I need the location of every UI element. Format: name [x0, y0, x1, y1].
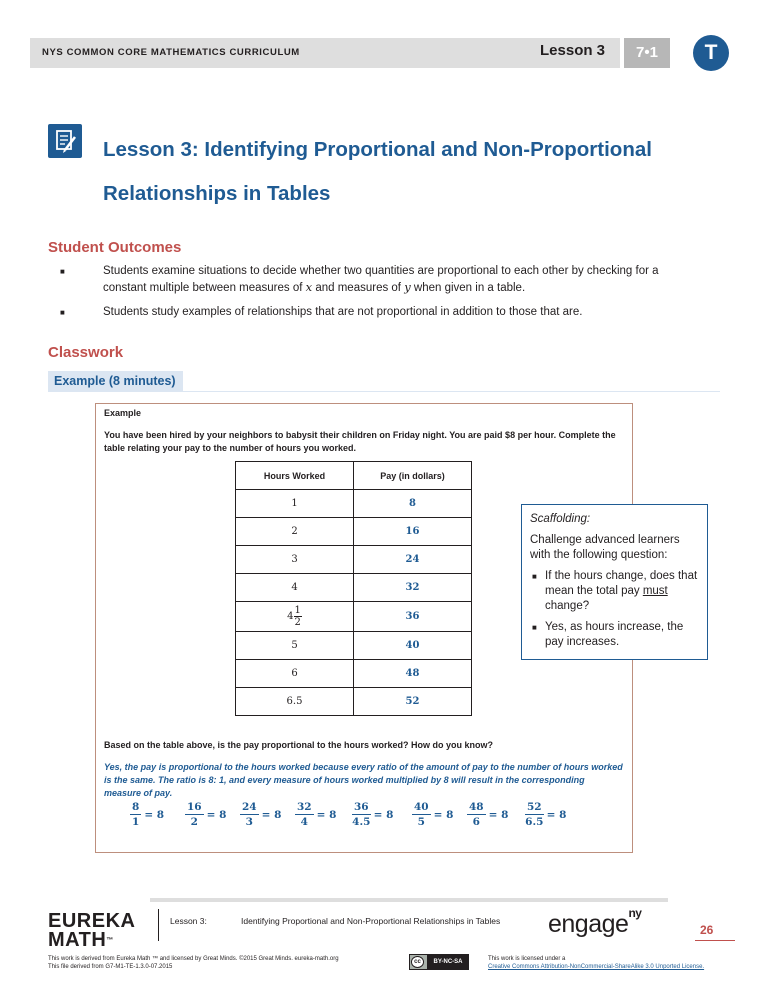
ratio-item: [412, 800, 453, 829]
ratio-result: = 8: [144, 808, 165, 821]
footer-lesson: Lesson 3:: [170, 916, 207, 926]
table-header-row: [236, 462, 472, 490]
logo-line: MATH™: [48, 929, 114, 951]
example-label: Example: [104, 408, 142, 418]
pay-table: [235, 461, 472, 716]
student-outcomes-heading: Student Outcomes: [48, 239, 182, 256]
cc-icon: cc: [411, 956, 424, 968]
question-text-end: change?: [545, 600, 590, 612]
ratio-result: = 8: [261, 808, 282, 821]
ratio-numerator: 40: [414, 801, 429, 813]
column-header: Pay (in dollars): [354, 462, 472, 490]
bullet-icon: ■: [532, 572, 537, 581]
ratio-result: = 8: [546, 808, 567, 821]
scaffolding-intro: Challenge advanced learners with the following question:: [530, 534, 680, 561]
ratio-numerator: 32: [297, 801, 312, 813]
engageny-logo: engage$^{ny}$: [548, 906, 642, 938]
answer-text: Yes, as hours increase, the pay increases.: [545, 621, 684, 648]
pay-cell: 32: [354, 574, 472, 602]
example-answer: Yes, the pay is proportional to the hours worked because every ratio of the amount of pay to the number of hours worked is the same. The ratio is 8: 1, and every measure of hours worked multiplied by 8 will result in the corresponding measure of pay.: [104, 762, 623, 798]
example-tab: Example (8 minutes): [48, 371, 183, 391]
page-number-underline: [695, 940, 735, 941]
ratio-item: [130, 800, 164, 829]
hours-cell: 4: [236, 574, 354, 602]
ratio-result: = 8: [488, 808, 509, 821]
derivation-notice: This work is derived from Eureka Math ™ and licensed by Great Minds. ©2015 Great Minds. eureka-math.org This file derived from G7-M1-TE-1.3.0-07.2015: [48, 956, 339, 970]
hours-cell: 6.5: [236, 688, 354, 716]
table-row: [236, 660, 472, 688]
fraction-numerator: 1: [294, 605, 301, 616]
example-question: Based on the table above, is the pay proportional to the hours worked? How do you know?: [104, 740, 494, 750]
ratio-denominator: 6: [472, 816, 480, 828]
ratio-denominator: 3: [245, 816, 253, 828]
table-row: [236, 602, 472, 632]
hours-cell: 3: [236, 546, 354, 574]
eureka-math-logo: [48, 912, 135, 950]
ratio-numerator: 16: [187, 801, 202, 813]
hours-cell: 6: [236, 660, 354, 688]
table-row: [236, 688, 472, 716]
ratio-numerator: 24: [242, 801, 257, 813]
table-row: [236, 518, 472, 546]
ratio-numerator: 36: [354, 801, 369, 813]
bullet-icon: ■: [532, 623, 537, 632]
lesson-title: Lesson 3: Identifying Proportional and Non-Proportional Relationships in Tables: [103, 138, 652, 205]
ratio-item: [467, 800, 508, 829]
hours-cell: 5: [236, 632, 354, 660]
ratio-item: [185, 800, 226, 829]
mixed-number-fraction: [294, 605, 302, 628]
pay-cell: 8: [354, 490, 472, 518]
hours-cell: 1: [236, 490, 354, 518]
pay-cell: 40: [354, 632, 472, 660]
question-text: If the hours change, does that mean the total pay: [545, 570, 698, 597]
ratio-item: [240, 800, 281, 829]
creative-commons-badge: [409, 954, 469, 970]
page-number: 26: [700, 923, 714, 937]
license-link[interactable]: Creative Commons Attribution-NonCommercial-ShareAlike 3.0 Unported License.: [488, 964, 705, 970]
ratio-item: [295, 800, 336, 829]
ratio-numerator: 8: [132, 801, 140, 813]
footer-divider: [150, 898, 668, 902]
bullet-icon: ■: [60, 267, 65, 276]
scaffolding-question: [530, 569, 699, 614]
hours-cell: 2: [236, 518, 354, 546]
footer-separator: [158, 909, 159, 941]
ratio-denominator: 4: [300, 816, 308, 828]
bullet-icon: ■: [60, 308, 65, 317]
outcome-text: Students examine situations to decide whether two quantities are proportional to each other by checking for a constant multiple between measures of x and measures of y when given in a table.: [103, 265, 659, 294]
ratio-numerator: 52: [527, 801, 542, 813]
table-row: [236, 574, 472, 602]
outcome-item: [103, 263, 703, 296]
example-problem: You have been hired by your neighbors to babysit their children on Friday night. You are paid $8 per hour. Complete the table relating your pay to the number of hours you worked.: [104, 430, 616, 453]
ratio-denominator: 4.5: [352, 816, 371, 828]
ratio-result: = 8: [316, 808, 337, 821]
classwork-heading: Classwork: [48, 344, 124, 361]
ratio-denominator: 6.5: [525, 816, 544, 828]
ratio-denominator: 2: [190, 816, 198, 828]
ratio-numerator: 48: [469, 801, 484, 813]
table-row: [236, 546, 472, 574]
pay-cell: 48: [354, 660, 472, 688]
hours-cell: [236, 602, 354, 632]
license-notice: This work is licensed under a Creative Commons Attribution-NonCommercial-ShareAlike 3.0 Unported License.: [488, 956, 705, 970]
example-divider: [48, 391, 720, 392]
curriculum-label: NYS COMMON CORE MATHEMATICS CURRICULUM: [42, 47, 300, 58]
question-emphasis: must: [642, 585, 668, 597]
mixed-number-whole: 4: [287, 611, 294, 622]
ratio-result: = 8: [206, 808, 227, 821]
pay-cell: 52: [354, 688, 472, 716]
ratio-result: = 8: [373, 808, 394, 821]
grade-module-badge: 7•1: [624, 38, 670, 68]
teacher-edition-icon: T: [693, 35, 729, 71]
ratio-item: [525, 800, 566, 829]
fraction-denominator: 2: [294, 617, 301, 628]
table-row: [236, 490, 472, 518]
scaffolding-heading: Scaffolding:: [530, 513, 591, 525]
header-lesson: Lesson 3: [540, 42, 606, 59]
outcome-item: Students study examples of relationships that are not proportional in addition to those that are.: [103, 306, 583, 318]
pay-cell: 16: [354, 518, 472, 546]
table-row: [236, 632, 472, 660]
cc-license-label: BY-NC-SA: [427, 955, 469, 969]
ratio-denominator: 1: [132, 816, 140, 828]
footer-topic: Identifying Proportional and Non-Proportional Relationships in Tables: [241, 916, 501, 926]
scaffolding-answer: [530, 620, 699, 650]
ratio-result: = 8: [433, 808, 454, 821]
pay-cell: 24: [354, 546, 472, 574]
scaffolding-box: [521, 504, 708, 660]
column-header: Hours Worked: [236, 462, 354, 490]
ratio-list: [130, 800, 590, 840]
ratio-item: [352, 800, 393, 829]
pay-cell: 36: [354, 602, 472, 632]
ratio-denominator: 5: [417, 816, 425, 828]
lesson-notes-icon: [48, 124, 82, 158]
logo-line: EUREKA: [48, 910, 136, 932]
